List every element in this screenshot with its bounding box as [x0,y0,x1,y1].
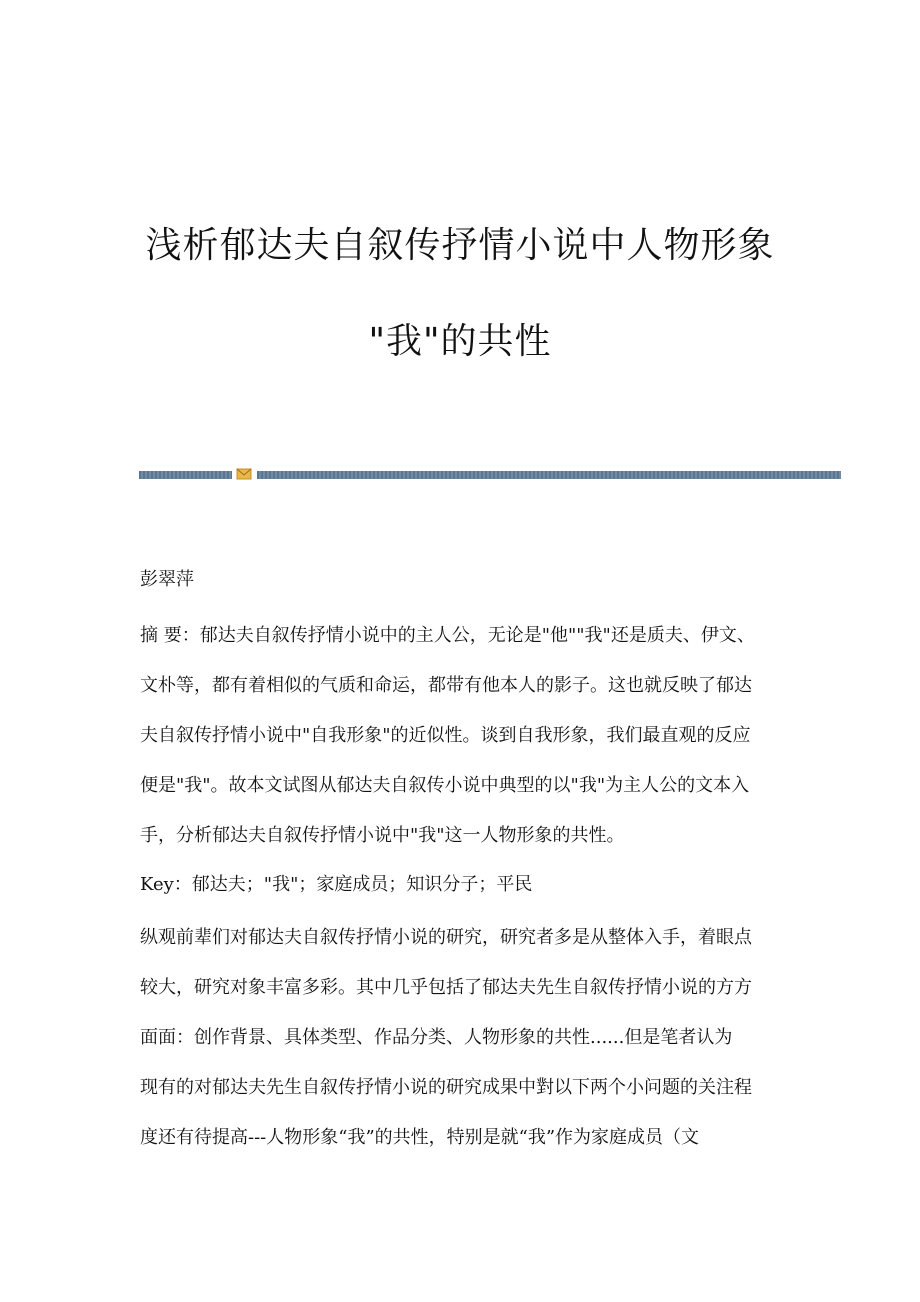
abstract-line: 便是"我"。故本文试图从郁达夫自叙传小说中典型的以"我"为主人公的文本入 [140,775,750,796]
body-line: 纵观前辈们对郁达夫自叙传抒情小说的研究，研究者多是从整体入手，着眼点 [140,927,752,948]
abstract-line: 文朴等，都有着相似的气质和命运，都带有他本人的影子。这也就反映了郁达 [140,675,752,696]
author-name: 彭翠萍 [140,569,194,590]
abstract [140,619,770,869]
abstract-line: 夫自叙传抒情小说中"自我形象"的近似性。谈到自我形象，我们最直观的反应 [140,725,751,746]
body-paragraph [140,921,770,1171]
envelope-icon [236,467,252,481]
keywords: Key：郁达夫；"我"；家庭成员；知识分子；平民 [140,874,533,895]
body-line: 现有的对郁达夫先生自叙传抒情小说的研究成果中對以下两个小问题的关注程 [140,1077,752,1098]
body-line: 面面：创作背景、具体类型、作品分类、人物形象的共性......但是笔者认为 [140,1027,733,1048]
paper-title-line-1: 浅析郁达夫自叙传抒情小说中人物形象 [145,225,775,266]
divider-bar-left [139,471,232,479]
abstract-line: 摘 要：郁达夫自叙传抒情小说中的主人公，无论是"他""我"还是质夫、伊文、 [140,625,755,646]
body-line: 度还有待提高---人物形象“我”的共性，特别是就“我”作为家庭成员（文 [140,1127,700,1148]
title-divider [139,471,841,479]
paper-title-line-2: "我"的共性 [368,321,552,362]
divider-bar-right [257,471,841,479]
abstract-line: 手，分析郁达夫自叙传抒情小说中"我"这一人物形象的共性。 [140,825,625,846]
body-line: 较大，研究对象丰富多彩。其中几乎包括了郁达夫先生自叙传抒情小说的方方 [140,977,752,998]
